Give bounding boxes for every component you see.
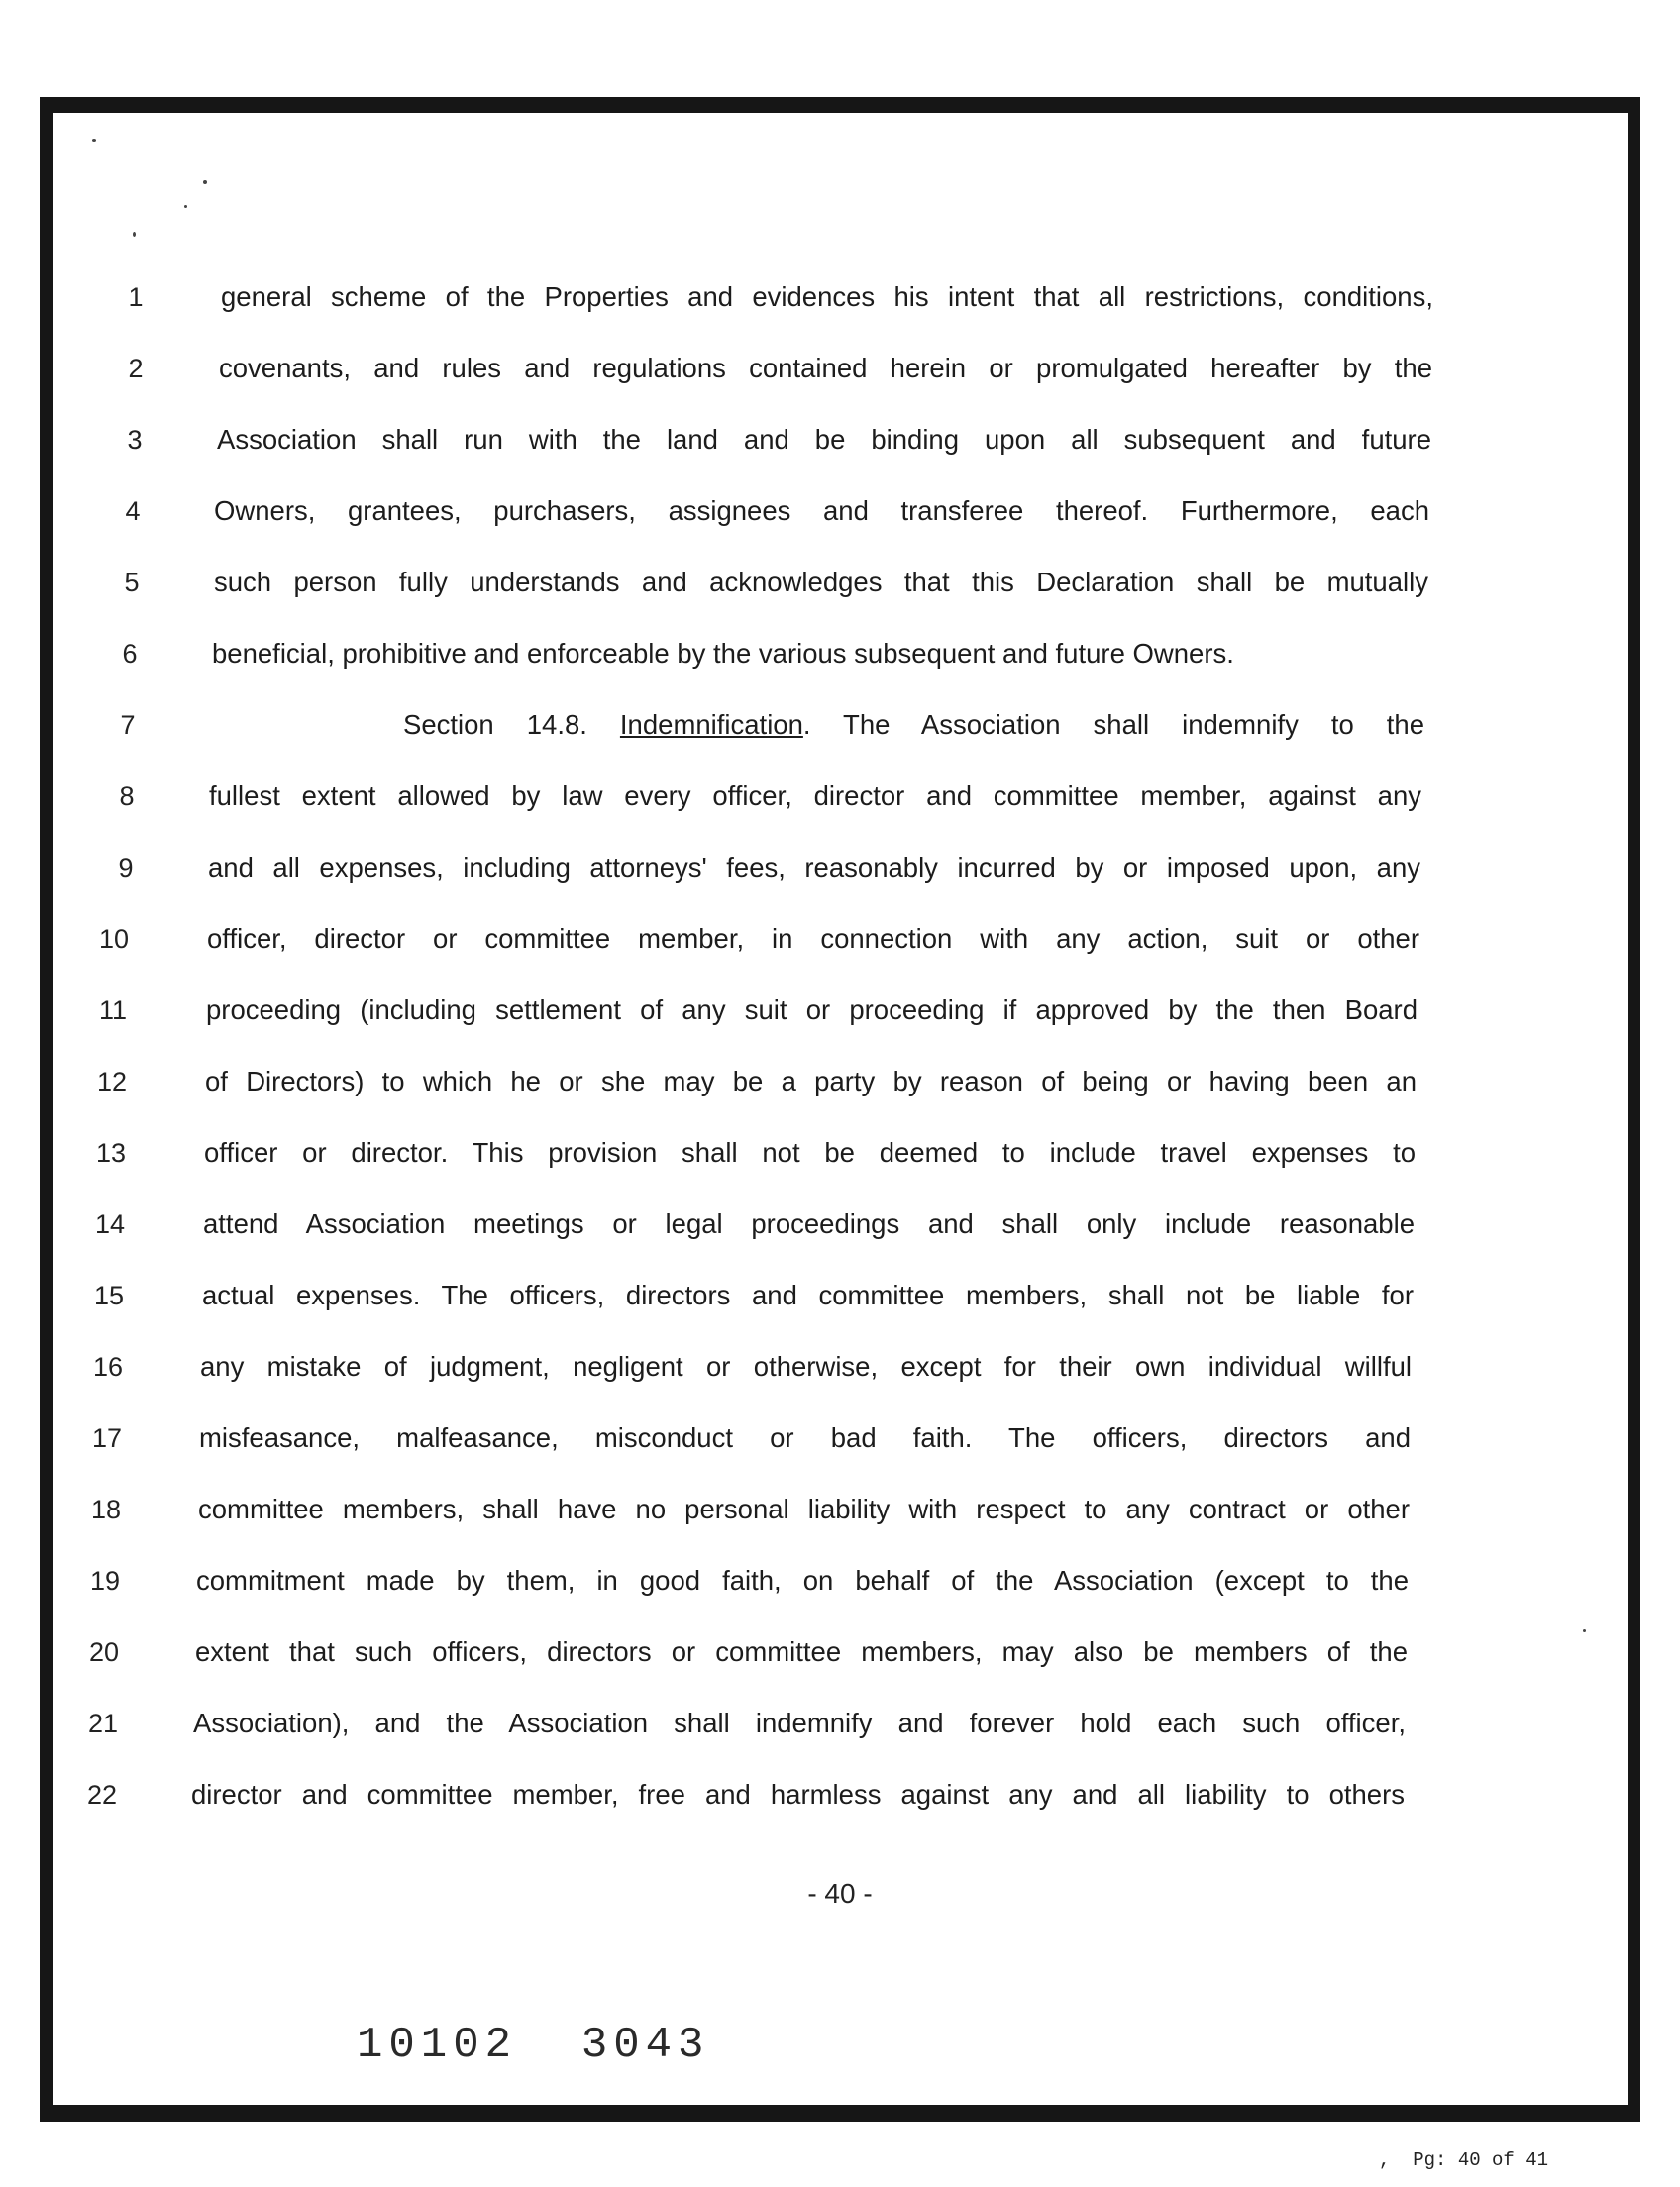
text-line xyxy=(0,1347,1680,1397)
text-line xyxy=(0,990,1680,1040)
text-line xyxy=(0,1632,1680,1682)
line-text: covenants, and rules and regulations contained herein or promulgated hereafter by the xyxy=(219,353,1432,383)
line-text: Association), and the Association shall indemnify and forever hold each such officer, xyxy=(193,1708,1406,1738)
line-text: such person fully understands and acknowledges that this Declaration shall be mutually xyxy=(214,567,1428,597)
line-text: Association shall run with the land and be binding upon all subsequent and future xyxy=(217,424,1431,455)
line-number: 14 xyxy=(94,1209,126,1239)
text-line xyxy=(0,1561,1680,1611)
line-number: 3 xyxy=(127,425,143,455)
text-line xyxy=(0,919,1680,969)
line-text: attend Association meetings or legal proceedings and shall only include reasonable xyxy=(203,1208,1415,1239)
line-text: commitment made by them, in good faith, on behalf of the Association (except to the xyxy=(196,1565,1409,1596)
line-number: 1 xyxy=(128,282,144,312)
line-number: 13 xyxy=(95,1138,127,1168)
section-label: Section 14.8. xyxy=(403,709,620,740)
section-text: . The Association shall indemnify to the xyxy=(802,709,1425,740)
line-text: and all expenses, including attorneys' fees, reasonably incurred by or imposed upon, any xyxy=(208,852,1420,883)
section-title: Indemnification xyxy=(619,709,803,740)
line-number: 7 xyxy=(120,710,136,740)
text-line xyxy=(0,1133,1680,1183)
recording-stamp: 10102 3043 xyxy=(357,2021,710,2070)
line-number: 18 xyxy=(90,1495,122,1524)
line-text: of Directors) to which he or she may be a party by reason of being or having been an xyxy=(205,1066,1417,1096)
scan-speck xyxy=(133,232,136,237)
line-number: 19 xyxy=(89,1566,121,1596)
text-line xyxy=(0,1276,1680,1325)
text-line xyxy=(0,848,1680,897)
text-line xyxy=(0,1775,1680,1824)
line-number: 22 xyxy=(86,1780,118,1810)
line-text: officer or director. This provision shall not be deemed to include travel expenses to xyxy=(204,1137,1416,1168)
page-footer: , Pg: 40 of 41 xyxy=(1379,2149,1549,2171)
line-number: 17 xyxy=(91,1423,123,1453)
text-line xyxy=(0,1704,1680,1753)
page-number: - 40 - xyxy=(807,1878,873,1909)
line-number: 21 xyxy=(87,1709,119,1738)
text-line xyxy=(0,563,1680,612)
scan-speck xyxy=(92,139,96,142)
line-text: any mistake of judgment, negligent or otherwise, except for their own individual willful xyxy=(200,1351,1412,1382)
text-line xyxy=(0,1062,1680,1111)
text-line xyxy=(0,420,1680,469)
line-text: director and committee member, free and harmless against any and all liability to others xyxy=(191,1779,1405,1810)
line-number: 11 xyxy=(98,995,128,1025)
line-number: 5 xyxy=(124,568,140,597)
section-heading-line xyxy=(210,705,1424,745)
line-number: 10 xyxy=(98,924,130,954)
line-text: Owners, grantees, purchasers, assignees and transferee thereof. Furthermore, each xyxy=(214,495,1429,526)
text-line xyxy=(0,777,1680,826)
text-line xyxy=(0,1204,1680,1254)
scan-speck xyxy=(203,180,207,184)
text-line xyxy=(0,705,1680,755)
scan-speck xyxy=(184,205,187,208)
text-line xyxy=(0,634,1680,683)
line-number: 6 xyxy=(122,639,138,669)
text-line xyxy=(0,349,1680,398)
line-number: 2 xyxy=(128,354,144,383)
line-number: 9 xyxy=(118,853,134,883)
line-text: misfeasance, malfeasance, misconduct or bad faith. The officers, directors and xyxy=(199,1422,1411,1453)
line-text: actual expenses. The officers, directors and committee members, shall not be liable for xyxy=(202,1280,1414,1310)
line-text: beneficial, prohibitive and enforceable by the various subsequent and future Owners. xyxy=(212,638,1234,669)
text-line xyxy=(0,1418,1680,1468)
line-text: proceeding (including settlement of any suit or proceeding if approved by the then Board xyxy=(206,994,1418,1025)
line-number: 15 xyxy=(93,1281,125,1310)
line-text: fullest extent allowed by law every officer, director and committee member, against any xyxy=(209,781,1421,811)
line-text: extent that such officers, directors or committee members, may also be members of the xyxy=(195,1636,1408,1667)
line-text: general scheme of the Properties and evidences his intent that all restrictions, conditions, xyxy=(221,281,1433,312)
line-text: officer, director or committee member, in connection with any action, suit or other xyxy=(207,923,1419,954)
text-line xyxy=(0,277,1680,327)
line-number: 8 xyxy=(119,781,135,811)
line-number: 20 xyxy=(88,1637,120,1667)
line-number: 16 xyxy=(92,1352,124,1382)
line-text: committee members, shall have no personal liability with respect to any contract or other xyxy=(198,1494,1410,1524)
text-line xyxy=(0,491,1680,541)
text-line xyxy=(0,1490,1680,1539)
line-number: 4 xyxy=(125,496,141,526)
line-number: 12 xyxy=(96,1067,128,1096)
